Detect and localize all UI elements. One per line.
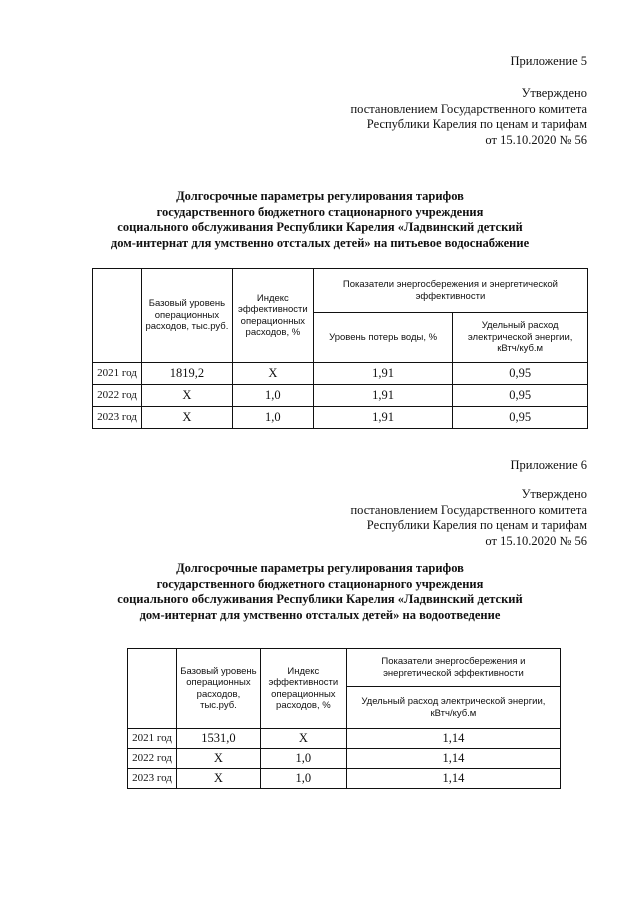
approval-line: постановлением Государственного комитета xyxy=(350,101,587,116)
appendix5-table xyxy=(92,268,588,429)
approval-line: Республики Карелия по ценам и тарифам xyxy=(366,518,587,532)
header-indicators-group: Показатели энергосбережения и энергетической эффективности xyxy=(313,269,587,313)
energy-use-cell: 1,14 xyxy=(346,769,560,789)
efficiency-index-cell: 1,0 xyxy=(260,769,346,789)
energy-use-cell: 0,95 xyxy=(453,385,588,407)
header-cell-empty xyxy=(128,649,177,729)
water-loss-cell: 1,91 xyxy=(313,385,452,407)
base-cost-cell: X xyxy=(141,385,232,407)
table-row xyxy=(128,729,561,749)
appendix6-approval-block xyxy=(350,487,587,549)
energy-use-cell: 1,14 xyxy=(346,729,560,749)
water-loss-cell: 1,91 xyxy=(313,407,452,429)
year-cell: 2023 год xyxy=(128,769,177,789)
approval-line: Утверждено xyxy=(521,86,587,100)
header-efficiency-index: Индекс эффективности операционных расходов, % xyxy=(260,649,346,729)
title-line: Долгосрочные параметры регулирования тарифов xyxy=(176,189,464,203)
appendix6-table xyxy=(127,648,561,789)
base-cost-cell: 1819,2 xyxy=(141,363,232,385)
table-row xyxy=(93,363,588,385)
appendix6-title xyxy=(0,561,640,623)
water-loss-cell: 1,91 xyxy=(313,363,452,385)
table-row xyxy=(128,749,561,769)
header-water-loss: Уровень потерь воды, % xyxy=(313,313,452,363)
header-indicators-group: Показатели энергосбережения и энергетической эффективности xyxy=(346,649,560,687)
title-line: дом-интернат для умственно отсталых детей» на водоотведение xyxy=(139,607,501,622)
appendix5-label: Приложение 5 xyxy=(510,54,587,68)
header-cell-empty xyxy=(93,269,142,363)
energy-use-cell: 1,14 xyxy=(346,749,560,769)
table-row xyxy=(128,769,561,789)
efficiency-index-cell: X xyxy=(260,729,346,749)
title-line: государственного бюджетного стационарного учреждения xyxy=(156,576,484,591)
base-cost-cell: X xyxy=(176,749,260,769)
table-row xyxy=(93,407,588,429)
year-cell: 2022 год xyxy=(93,385,142,407)
title-line: государственного бюджетного стационарного учреждения xyxy=(156,204,484,219)
base-cost-cell: X xyxy=(176,769,260,789)
header-efficiency-index: Индекс эффективности операционных расходов, % xyxy=(232,269,313,363)
efficiency-index-cell: 1,0 xyxy=(260,749,346,769)
efficiency-index-cell: 1,0 xyxy=(232,407,313,429)
appendix6-label: Приложение 6 xyxy=(510,458,587,472)
year-cell: 2021 год xyxy=(93,363,142,385)
approval-line: постановлением Государственного комитета xyxy=(350,502,587,517)
approval-line: Республики Карелия по ценам и тарифам xyxy=(366,117,587,131)
table-row xyxy=(93,385,588,407)
header-base-cost: Базовый уровень операционных расходов, тыс.руб. xyxy=(141,269,232,363)
energy-use-cell: 0,95 xyxy=(453,363,588,385)
appendix5-approval-block xyxy=(350,86,587,148)
header-energy-use: Удельный расход электрической энергии, кВтч/куб.м xyxy=(346,687,560,729)
energy-use-cell: 0,95 xyxy=(453,407,588,429)
header-energy-use: Удельный расход электрической энергии, кВтч/куб.м xyxy=(453,313,588,363)
title-line: Долгосрочные параметры регулирования тарифов xyxy=(176,561,464,575)
efficiency-index-cell: 1,0 xyxy=(232,385,313,407)
title-line: социального обслуживания Республики Карелия «Ладвинский детский xyxy=(117,592,523,606)
approval-line: от 15.10.2020 № 56 xyxy=(485,132,587,147)
year-cell: 2023 год xyxy=(93,407,142,429)
base-cost-cell: 1531,0 xyxy=(176,729,260,749)
title-line: дом-интернат для умственно отсталых детей» на питьевое водоснабжение xyxy=(110,235,530,250)
approval-line: Утверждено xyxy=(521,487,587,501)
year-cell: 2022 год xyxy=(128,749,177,769)
base-cost-cell: X xyxy=(141,407,232,429)
title-line: социального обслуживания Республики Карелия «Ладвинский детский xyxy=(117,220,523,234)
year-cell: 2021 год xyxy=(128,729,177,749)
approval-line: от 15.10.2020 № 56 xyxy=(485,533,587,548)
header-base-cost: Базовый уровень операционных расходов, тыс.руб. xyxy=(176,649,260,729)
appendix5-title xyxy=(0,189,640,251)
efficiency-index-cell: X xyxy=(232,363,313,385)
